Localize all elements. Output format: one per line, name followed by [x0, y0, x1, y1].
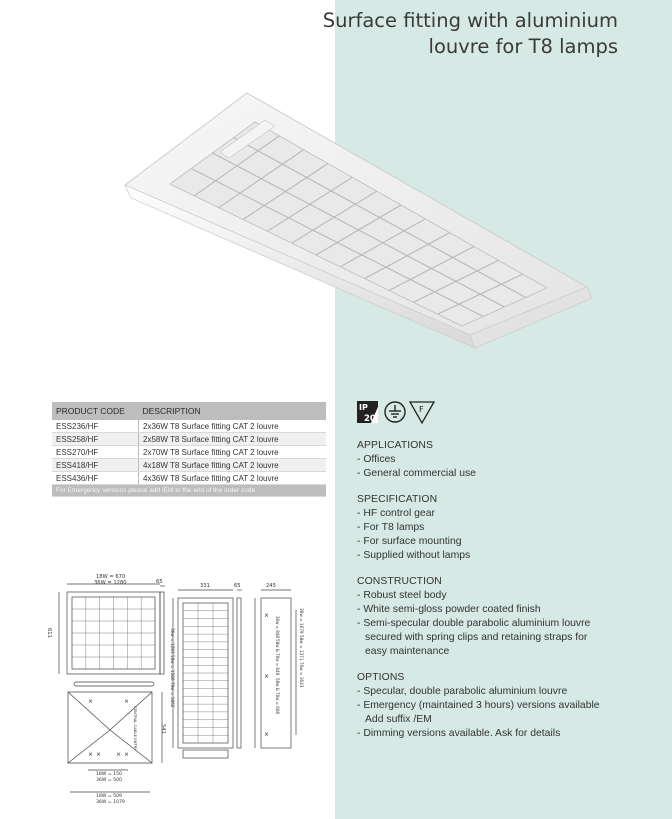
mount-mark: ⨯: [88, 751, 94, 758]
dim-label: 18W = 150: [96, 772, 122, 777]
dim-label: 541: [160, 724, 166, 734]
list-item-continuation: easy maintenance: [365, 645, 450, 657]
table-row: [52, 433, 326, 446]
construction-section: [357, 575, 647, 658]
applications-section: [357, 439, 647, 481]
list-item: - White semi-gloss powder coated finish: [357, 604, 541, 616]
mount-mark: ⨯: [116, 751, 122, 758]
dim-label: 36w = 1079 58w = 1371 70w = 1643: [299, 608, 304, 688]
table-row: [52, 472, 326, 485]
dim-label: 245: [266, 583, 276, 589]
dim-label: 36W = 1079: [96, 800, 125, 805]
list-item: - Emergency (maintained 3 hours) versions available: [357, 700, 600, 711]
mount-mark: ⨯: [124, 751, 130, 758]
page-title: [298, 8, 618, 60]
table-row: [52, 420, 326, 433]
dim-label: 331: [200, 583, 210, 589]
product-code-cell: ESS236/HF: [52, 420, 139, 433]
product-table: [52, 402, 326, 497]
mount-mark: ⨯: [96, 751, 102, 758]
list-item-continuation: secured with spring clips and retaining straps for: [365, 631, 588, 643]
dim-label: 36w = 1283 58w = 1580 70w = 1862: [170, 628, 175, 708]
list-item: - Dimming versions available. Ask for details: [357, 727, 561, 739]
applications-heading: APPLICATIONS: [357, 440, 434, 451]
header-description: DESCRIPTION: [139, 402, 327, 420]
dim-label: 36W = 500: [96, 778, 122, 783]
title-line-2: louvre for T8 lamps: [428, 35, 618, 58]
mount-mark: ⨯: [88, 698, 94, 705]
options-heading: OPTIONS: [357, 672, 405, 684]
f-mark-icon: [410, 402, 434, 423]
product-code-cell: ESS436/HF: [52, 472, 139, 485]
list-item: - For surface mounting: [357, 535, 462, 547]
spec-text: [357, 439, 647, 753]
dim-label: 18W = 509: [96, 794, 122, 799]
list-item: - For T8 lamps: [357, 522, 425, 534]
table-footnote-row: [52, 485, 326, 497]
list-item: - Supplied without lamps: [357, 549, 471, 561]
specification-section: [357, 493, 647, 563]
list-item-continuation: Add suffix /EM: [365, 713, 432, 725]
table-row: [52, 446, 326, 459]
list-item: - Specular, double parabolic aluminium louvre: [357, 686, 568, 698]
product-code-cell: ESS258/HF: [52, 433, 139, 446]
description-cell: 4x18W T8 Surface fitting CAT 2 louvre: [139, 459, 327, 472]
description-cell: 2x58W T8 Surface fitting CAT 2 louvre: [139, 433, 327, 446]
list-item: - Semi-specular double parabolic aluminium louvre: [357, 617, 591, 629]
dim-label: 611: [46, 628, 52, 638]
product-code-cell: ESS418/HF: [52, 459, 139, 472]
description-cell: 2x70W T8 Surface fitting CAT 2 louvre: [139, 446, 327, 459]
construction-heading: CONSTRUCTION: [357, 576, 442, 588]
product-image: [125, 90, 605, 350]
dim-label: CENTRAL CABLE ENTRY: [133, 706, 138, 751]
mount-mark: ⨯: [264, 612, 270, 619]
dim-label: 65: [234, 583, 241, 589]
svg-text:20: 20: [364, 414, 376, 424]
list-item: - Robust steel body: [357, 590, 447, 602]
list-item: - Offices: [357, 453, 396, 465]
header-product-code: PRODUCT CODE: [52, 402, 139, 420]
dim-label: 58w & 70w = 608: [275, 678, 280, 714]
table-footnote: For Emergency versions please add /EM to the end of the order code: [52, 485, 326, 497]
dim-label: 65: [156, 579, 163, 585]
earth-class-icon: [385, 402, 405, 422]
description-cell: 2x36W T8 Surface fitting CAT 2 louvre: [139, 420, 327, 433]
options-section: [357, 671, 647, 741]
mount-mark: ⨯: [264, 673, 270, 680]
svg-text:IP: IP: [359, 403, 368, 412]
svg-text:F: F: [419, 405, 424, 414]
list-item: - General commercial use: [357, 467, 476, 479]
mount-mark: ⨯: [124, 698, 130, 705]
list-item: - HF control gear: [357, 508, 435, 520]
dim-label: 36w = 848 58w & 70w = 649: [275, 616, 280, 676]
dim-label: 36W = 1280: [94, 580, 127, 586]
ip-rating-icon: [357, 401, 378, 424]
description-cell: 4x36W T8 Surface fitting CAT 2 louvre: [139, 472, 327, 485]
certification-symbols: [356, 399, 446, 425]
product-code-cell: ESS270/HF: [52, 446, 139, 459]
technical-drawings: [46, 570, 304, 805]
mount-mark: ⨯: [264, 731, 270, 738]
specification-heading: SPECIFICATION: [357, 494, 438, 506]
dim-label: 18W = 670: [96, 574, 126, 580]
title-line-1: Surface fitting with aluminium: [322, 9, 618, 32]
table-row: [52, 459, 326, 472]
